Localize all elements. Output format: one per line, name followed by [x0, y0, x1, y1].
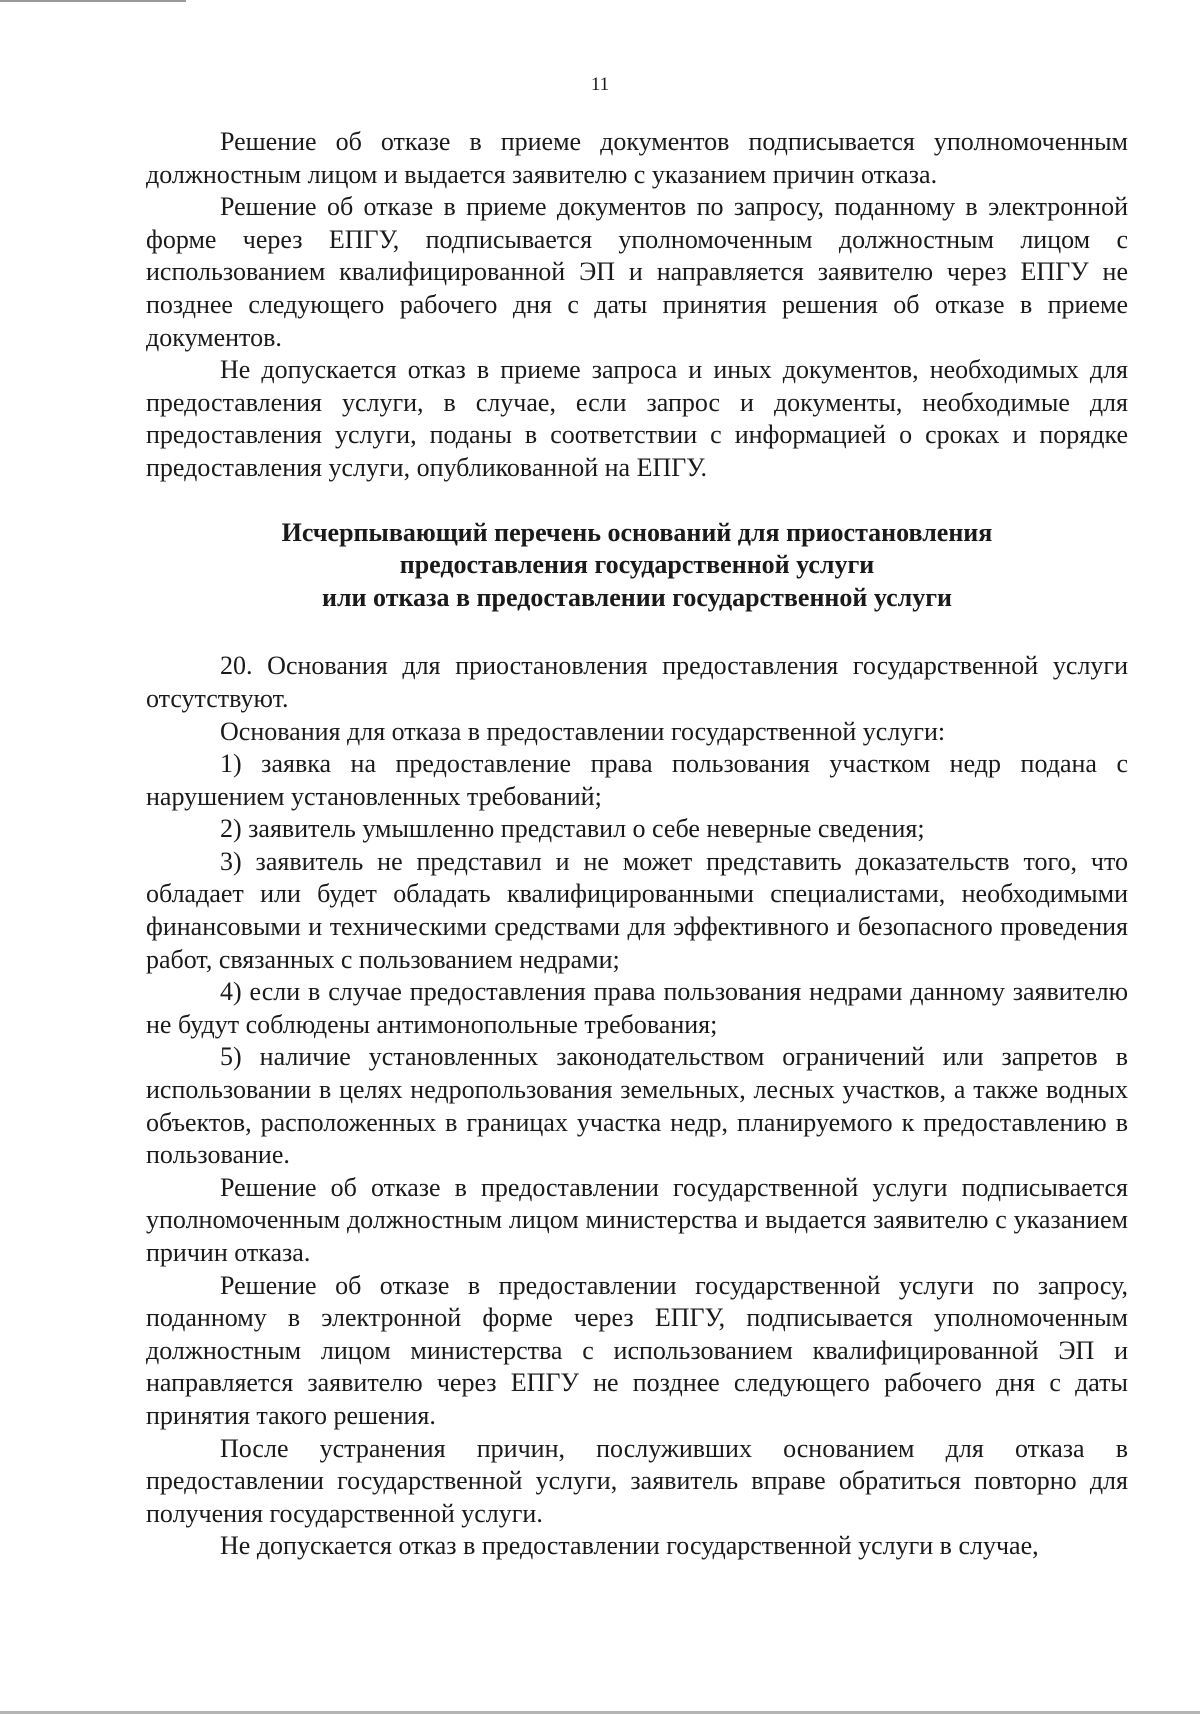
- list-item-3: 3) заявитель не представил и не может представить доказательств того, что обладает или будет обладать квалифицированными специалистами, необходимыми финансовыми и техническими средствами для эффективного и безопасного проведения работ, связанных с пользованием недрами;: [146, 846, 1128, 974]
- paragraph-refusal-not-allowed: Не допускается отказ в предоставлении государственной услуги в случае,: [220, 1531, 1039, 1561]
- section-heading-line-2: предоставления государственной услуги: [399, 550, 875, 580]
- paragraph-refusal-signing: Решение об отказе в предоставлении государственной услуги подписывается уполномоченным должностным лицом министерства и выдается заявителю с указанием причин отказа.: [146, 1172, 1128, 1267]
- section-heading: [146, 517, 1128, 615]
- scan-edge-top: [0, 0, 186, 2]
- paragraph-refusal-epgu: Решение об отказе в предоставлении государственной услуги по запросу, поданному в электронной форме через ЕПГУ, подписывается уполномоченным должностным лицом министерства с использованием квалифицированной ЭП и направляется заявителю через ЕПГУ не позднее следующего рабочего дня с даты принятия такого решения.: [146, 1270, 1128, 1430]
- page-number: 11: [590, 74, 610, 95]
- list-item-4: 4) если в случае предоставления права пользования недрами данному заявителю не будут соблюдены антимонопольные требования;: [146, 977, 1128, 1039]
- document-body: [146, 126, 1128, 1563]
- paragraph-rejection-epgu: Решение об отказе в приеме документов по запросу, поданному в электронной форме через ЕПГУ, подписывается уполномоченным должностным лицом с использованием квалифицированной ЭП и направляется заявителю через ЕПГУ не позднее следующего рабочего дня с даты принятия решения об отказе в приеме документов.: [146, 192, 1128, 352]
- list-item-1: 1) заявка на предоставление права пользования участком недр подана с нарушением установленных требований;: [146, 749, 1128, 811]
- section-heading-line-3: или отказа в предоставлении государственной услуги: [321, 582, 953, 612]
- list-item-2: 2) заявитель умышленно представил о себе неверные сведения;: [220, 814, 925, 844]
- paragraph-refusal-grounds-intro: Основания для отказа в предоставлении государственной услуги:: [220, 716, 946, 746]
- paragraph-item-20: 20. Основания для приостановления предоставления государственной услуги отсутствуют.: [146, 651, 1128, 713]
- paragraph-rejection-signing: Решение об отказе в приеме документов подписывается уполномоченным должностным лицом и выдается заявителю с указанием причин отказа.: [146, 127, 1128, 189]
- paragraph-reapply: После устранения причин, послуживших основанием для отказа в предоставлении государственной услуги, заявитель вправе обратиться повторно для получения государственной услуги.: [146, 1433, 1128, 1528]
- paragraph-rejection-not-allowed: Не допускается отказ в приеме запроса и иных документов, необходимых для предоставления услуги, в случае, если запрос и документы, необходимые для предоставления услуги, поданы в соответствии с информацией о сроках и порядке предоставления услуги, опубликованной на ЕПГУ.: [146, 355, 1128, 482]
- section-heading-line-1: Исчерпывающий перечень оснований для приостановления: [281, 517, 993, 547]
- list-item-5: 5) наличие установленных законодательством ограничений или запретов в использовании в целях недропользования земельных, лесных участков, а также водных объектов, расположенных в границах участка недр, планируемого к предоставлению в пользование.: [146, 1042, 1128, 1170]
